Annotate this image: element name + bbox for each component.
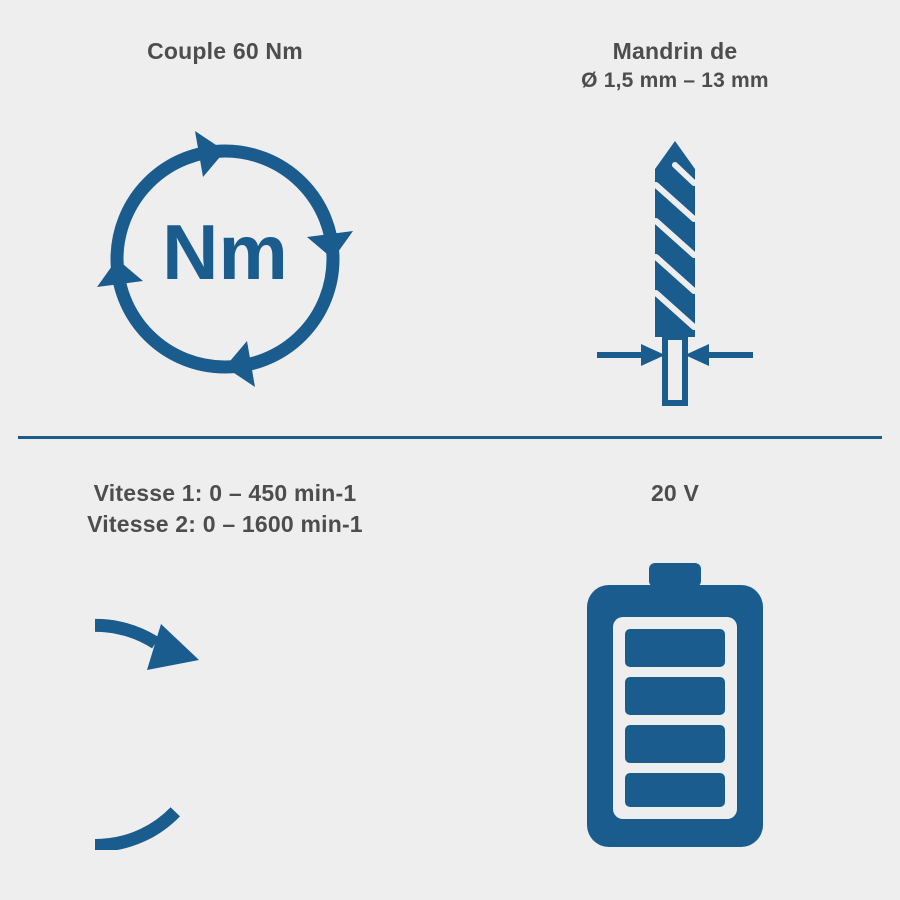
panel-chuck-caption [581,36,769,95]
panel-torque-caption [147,36,303,67]
panel-chuck-caption-line-1: Mandrin de [612,38,738,64]
panel-torque-art [0,67,450,450]
panel-torque [0,0,450,450]
battery-icon [545,555,805,855]
circular-arrows-torque-icon [85,119,365,399]
rotation-arrow-icon [95,590,355,850]
section-divider [18,436,882,439]
drill-bit-diameter-icon [525,123,825,423]
panel-speed [0,450,450,900]
panel-speed-caption-line-1: Vitesse 1: 0 – 450 min-1 [93,480,357,506]
panel-voltage-art [450,509,900,900]
panel-speed-art [0,540,450,900]
panel-torque-caption-line-1: Couple 60 Nm [147,38,303,64]
panel-speed-caption-line-2: Vitesse 2: 0 – 1600 min-1 [87,511,363,538]
panel-speed-caption [87,478,363,540]
panel-chuck-caption-line-2: Ø 1,5 mm – 13 mm [581,69,769,93]
panel-chuck-art [450,95,900,450]
panel-chuck [450,0,900,450]
panel-voltage-caption-line-1: 20 V [650,480,700,506]
torque-icon-label: Nm [162,207,288,296]
panel-voltage-caption [651,478,699,509]
panel-voltage [450,450,900,900]
